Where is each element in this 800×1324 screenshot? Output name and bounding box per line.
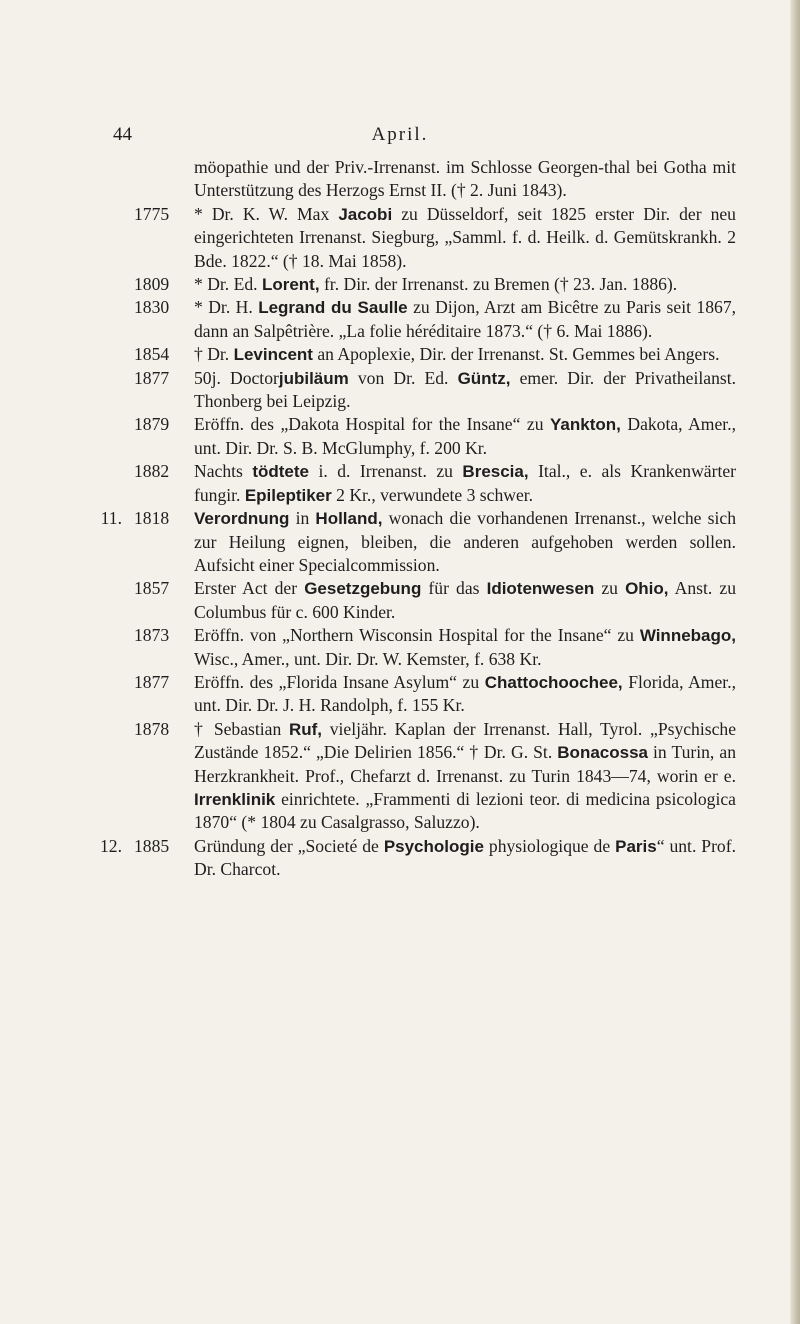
entry-text-segment: * Dr. K. W. Max	[194, 203, 339, 224]
entry-keyword: Chattochoochee,	[484, 672, 623, 692]
entry-text-segment: Eröffn. von „Northern Wisconsin Hospital for the Insane“ zu	[194, 625, 640, 646]
entry-year: 1878	[134, 718, 170, 739]
entry-keyword: Holland,	[315, 509, 383, 529]
entry-text-segment: zu Düsseldorf, seit 1825 erster Dir. der neu eingerichteten Irrenanst. Siegburg, „Samml. f. d. Heilk. d. Gemütskrankh. 2 Bde. 1822.“ († 18. Mai 1858).	[194, 203, 736, 271]
entry-item	[96, 507, 736, 577]
entry-text	[194, 508, 736, 575]
entry-item	[96, 718, 736, 835]
entry-keyword: Lorent,	[261, 275, 320, 295]
entry-text-segment: Dakota, Amer., unt. Dir. Dr. S. B. McGlumphy, f. 200 Kr.	[194, 414, 736, 458]
lead-paragraph: möopathie und der Priv.-Irrenanst. im Schlosse Georgen-thal bei Gotha mit Unterstützung des Herzogs Ernst II. († 2. Juni 1843).	[194, 157, 736, 201]
entry-text-segment: für das	[421, 578, 487, 599]
entry-keyword: Verordnung	[194, 509, 290, 529]
page-header	[0, 124, 800, 148]
entry-text-segment: † Sebastian	[194, 718, 289, 739]
entry-text-segment: physiologique de	[483, 835, 616, 856]
page-body	[96, 156, 736, 882]
entry-keyword: Levincent	[233, 345, 313, 365]
entry-text-segment: 50j. Doctor	[194, 367, 279, 388]
entry-year: 1830	[134, 297, 170, 318]
entry-keyword: Legrand du Saulle	[258, 298, 408, 318]
entry-text-segment: zu Dijon, Arzt am Bicêtre zu Paris seit 1867, dann an Salpêtrière. „La folie héréditaire 1873.“ († 6. Mai 1886).	[194, 297, 737, 341]
entry-keyword: Irrenklinik	[194, 789, 276, 809]
entry-keyword: Psychologie	[383, 836, 484, 856]
entry-year: 1873	[134, 625, 170, 646]
entry-text-segment: 2 Kr., verwundete 3 schwer.	[331, 484, 534, 505]
entry-keyword: Brescia,	[462, 462, 529, 482]
entry-keyword: jubiläum	[278, 368, 349, 388]
entry-text	[194, 344, 719, 364]
entry-text-segment: Wisc., Amer., unt. Dir. Dr. W. Kemster, f. 638 Kr.	[194, 648, 542, 669]
entry-day: 12.	[100, 835, 122, 856]
entry-item	[96, 203, 736, 273]
entry-text-segment: “ unt. Prof. Dr. Charcot.	[194, 835, 736, 880]
entry-text-segment: vieljähr. Kaplan der Irrenanst. Hall, Tyrol. „Psychische Zustände 1852.“ „Die Delirien 1856.“ † Dr. G. St.	[194, 718, 737, 763]
entry-item	[96, 343, 736, 366]
entry-keyword: Ruf,	[288, 719, 323, 739]
entry-item	[96, 835, 736, 882]
entry-text	[194, 274, 677, 294]
entry-text-segment: emer. Dir. der Privatheilanst. Thonberg bei Leipzig.	[194, 367, 736, 412]
page-number: 44	[113, 124, 132, 145]
entry-keyword: Paris	[615, 836, 657, 856]
entry-text-segment: zu	[594, 578, 626, 599]
entry-year: 1879	[134, 414, 170, 435]
running-head: April.	[371, 124, 429, 145]
entry-keyword: Epileptiker	[244, 485, 332, 505]
entry-text-segment: fr. Dir. der Irrenanst. zu Bremen († 23. Jan. 1886).	[319, 274, 678, 295]
entry-item	[96, 624, 736, 671]
entry-keyword: Bonacossa	[557, 743, 648, 763]
entry-text	[194, 672, 736, 715]
entry-year: 1818	[134, 508, 170, 529]
entry-text-segment: in Turin, an Herzkrankheit. Prof., Chefarzt d. Irrenanst. zu Turin 1843—74, worin er e.	[194, 742, 736, 786]
entry-year: 1857	[134, 578, 170, 599]
entry-text-segment: an Apoplexie, Dir. der Irrenanst. St. Gemmes bei Angers.	[312, 344, 720, 365]
entry-text-segment: Erster Act der	[194, 578, 305, 599]
page-edge	[790, 0, 800, 1324]
entry-item	[96, 273, 736, 296]
entry-text-segment: Ital., e. als Krankenwärter fungir.	[194, 461, 736, 505]
entry-text-segment: * Dr. Ed.	[194, 274, 262, 295]
entry-year: 1882	[134, 461, 170, 482]
entry-year: 1877	[134, 367, 170, 388]
entry-text	[194, 204, 736, 271]
entry-year: 1854	[134, 344, 170, 365]
entry-keyword: Jacobi	[338, 204, 393, 224]
entry-text-segment: in	[289, 508, 316, 529]
entry-keyword: Gesetzgebung	[304, 579, 422, 599]
entry-item	[96, 671, 736, 718]
entry-keyword: Winnebago,	[639, 626, 736, 646]
entry-text-segment: Nachts	[194, 461, 253, 482]
entry-year: 1877	[134, 671, 170, 692]
entry-text-segment: Florida, Amer., unt. Dir. Dr. J. H. Randolph, f. 155 Kr.	[194, 671, 736, 716]
entry-text	[194, 461, 736, 504]
entry-text	[194, 719, 736, 833]
entry-text-segment: i. d. Irrenanst. zu	[309, 461, 463, 482]
entry-keyword: Güntz,	[457, 368, 511, 388]
entry-text	[194, 625, 736, 668]
entry-item	[96, 413, 736, 460]
entry-item	[96, 296, 736, 343]
entry-text-segment: Anst. zu Columbus für c. 600 Kinder.	[194, 578, 736, 622]
entry-text-segment: Eröffn. des „Florida Insane Asylum“ zu	[194, 671, 485, 692]
entry-text-segment: * Dr. H.	[194, 297, 259, 318]
entry-year: 1775	[134, 203, 170, 224]
entry-text-segment: einrichtete. „Frammenti di lezioni teor. di medicina psicologica 1870“ (* 1804 zu Casalgrasso, Saluzzo).	[194, 788, 736, 833]
entry-keyword: Ohio,	[625, 579, 669, 599]
entry-text	[194, 368, 736, 411]
entry-text	[194, 836, 736, 879]
entry-text	[194, 414, 736, 457]
entry-item	[96, 460, 736, 507]
entry-keyword: Idiotenwesen	[486, 579, 595, 599]
entry-text-segment: von Dr. Ed.	[348, 367, 458, 388]
entry-day: 11.	[100, 508, 122, 529]
entry-text-segment: wonach die vorhandenen Irrenanst., welche sich zur Heilung eignen, bleiben, die anderen aufgehoben werden sollen. Aufsicht einer Specialcommission.	[194, 508, 736, 575]
entry-text-segment: Gründung der „Societé de	[194, 835, 384, 856]
entry-text	[194, 297, 736, 340]
entry-text-segment: Eröffn. des „Dakota Hospital for the Insane“ zu	[194, 414, 551, 435]
entry-year: 1885	[134, 835, 170, 856]
entry-text	[194, 578, 736, 621]
entry-keyword: tödtete	[252, 462, 310, 482]
entry-list	[96, 203, 736, 882]
entry-year: 1809	[134, 274, 170, 295]
entry-item	[96, 577, 736, 624]
entry-item	[96, 367, 736, 414]
entry-text-segment: † Dr.	[194, 344, 234, 365]
entry-keyword: Yankton,	[550, 415, 621, 435]
